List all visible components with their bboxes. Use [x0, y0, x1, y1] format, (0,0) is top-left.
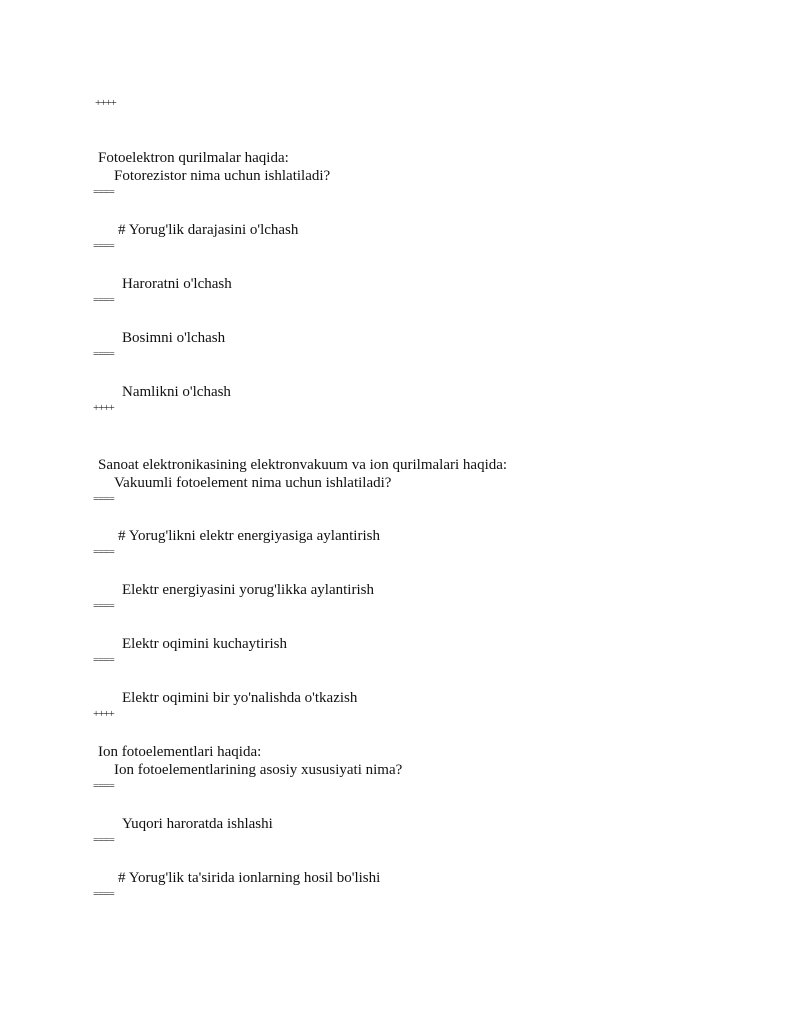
- topic-heading: Fotoelektron qurilmalar haqida:: [98, 150, 289, 166]
- question-text: Ion fotoelementlarining asosiy xususiyati nima?: [114, 762, 403, 778]
- answer-option: Elektr oqimini kuchaytirish: [122, 636, 287, 652]
- separator-equals: ====: [93, 186, 114, 198]
- separator-equals: ====: [93, 600, 114, 612]
- topic-heading: Ion fotoelementlari haqida:: [98, 744, 262, 760]
- answer-option: Namlikni o'lchash: [122, 384, 231, 400]
- separator-equals: ====: [93, 348, 114, 360]
- separator-plus: ++++: [95, 97, 116, 109]
- separator-equals: ====: [93, 888, 114, 900]
- answer-option-correct: # Yorug'lik ta'sirida ionlarning hosil bo'lishi: [118, 870, 381, 886]
- question-text: Fotorezistor nima uchun ishlatiladi?: [114, 168, 331, 184]
- answer-option-correct: # Yorug'lik darajasini o'lchash: [118, 222, 299, 238]
- answer-option: Bosimni o'lchash: [122, 330, 226, 346]
- topic-heading: Sanoat elektronikasining elektronvakuum va ion qurilmalari haqida:: [98, 457, 508, 473]
- answer-option-correct: # Yorug'likni elektr energiyasiga aylantirish: [118, 528, 380, 544]
- separator-equals: ====: [93, 240, 114, 252]
- question-text: Vakuumli fotoelement nima uchun ishlatiladi?: [114, 475, 392, 491]
- answer-option: Elektr energiyasini yorug'likka aylantirish: [122, 582, 374, 598]
- separator-equals: ====: [93, 654, 114, 666]
- separator-plus: ++++: [93, 402, 114, 414]
- separator-equals: ====: [93, 493, 114, 505]
- separator-equals: ====: [93, 780, 114, 792]
- separator-plus: ++++: [93, 708, 114, 720]
- separator-equals: ====: [93, 294, 114, 306]
- answer-option: Yuqori haroratda ishlashi: [122, 816, 273, 832]
- answer-option: Elektr oqimini bir yo'nalishda o'tkazish: [122, 690, 358, 706]
- separator-equals: ====: [93, 834, 114, 846]
- answer-option: Haroratni o'lchash: [122, 276, 232, 292]
- separator-equals: ====: [93, 546, 114, 558]
